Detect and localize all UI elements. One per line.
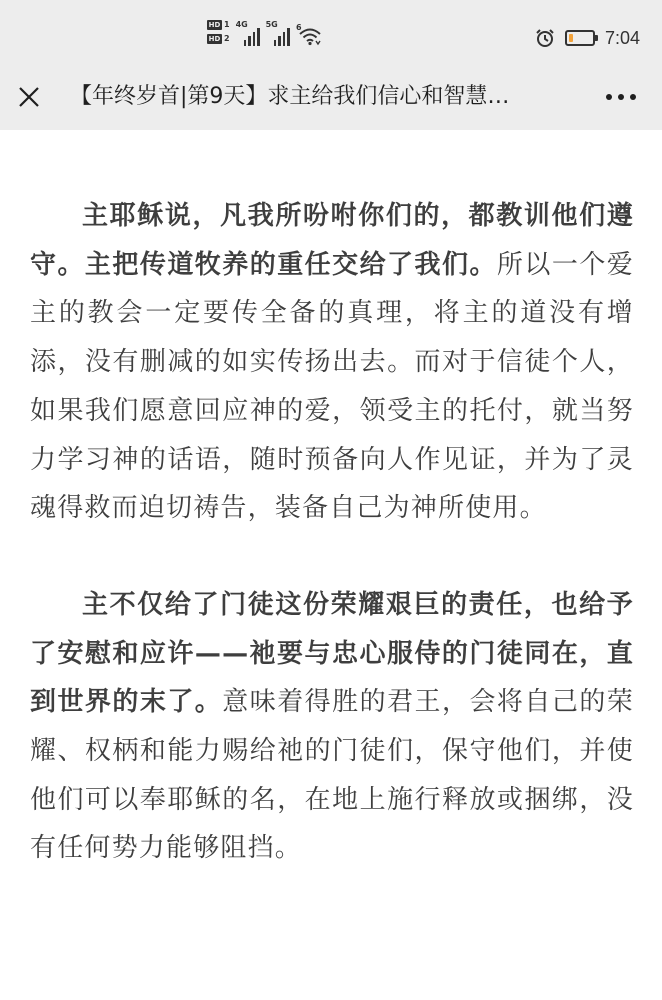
article-paragraph [30,192,634,533]
wifi-icon [296,22,322,46]
close-icon[interactable] [16,84,42,110]
article-body [0,130,662,1000]
wifi-tag: 6 [295,23,302,32]
paragraph-text: 意味着得胜的君王，会将自己的荣耀、权柄和能力赐给祂的门徒们，保守他们，并使他们可以奉耶稣的名，在地上施行释放或捆绑，没有任何势力能够阻挡。 [30,687,634,864]
nav-bar [0,72,662,122]
top-bar [0,0,662,130]
paragraph-bold-text: 主耶稣说，凡我所吩咐你们的，都教训他们遵守。主把传道牧养的重任交给了我们。 [30,201,634,280]
paragraph-bold-text: 主不仅给了门徒这份荣耀艰巨的责任，也给予了安慰和应许——祂要与忠心服侍的门徒同在，直到世界的末了。 [30,589,634,718]
signal-icon [266,22,290,46]
sim-index: 2 [224,34,230,43]
sim-indicators [207,20,230,44]
status-bar [0,0,662,78]
network-type: 4G [235,20,248,29]
paragraph-text: 所以一个爱主的教会一定要传全备的真理，将主的道没有增添，没有删减的如实传扬出去。而对于信徒个人，如果我们愿意回应神的爱，领受主的托付，就当努力学习神的话语，随时预备向人作见证，并为了灵魂得救而迫切祷告，装备自己为神所使用。 [30,249,634,524]
article-paragraph [30,581,634,873]
status-time: 7:04 [604,27,640,48]
more-icon[interactable] [606,85,636,109]
status-right [535,24,640,52]
sim1-indicator [207,20,230,30]
hd-badge: HD [208,21,221,29]
sim2-indicator [207,34,230,44]
signal-group [207,20,322,52]
page-title: 【年终岁首|第9天】求主给我们信心和智慧… [70,84,510,109]
alarm-icon [535,28,555,48]
network-type: 5G [265,20,278,29]
sim-index: 1 [224,20,230,29]
battery-icon [565,30,595,46]
hd-badge: HD [208,35,221,43]
signal-icon [236,22,260,46]
